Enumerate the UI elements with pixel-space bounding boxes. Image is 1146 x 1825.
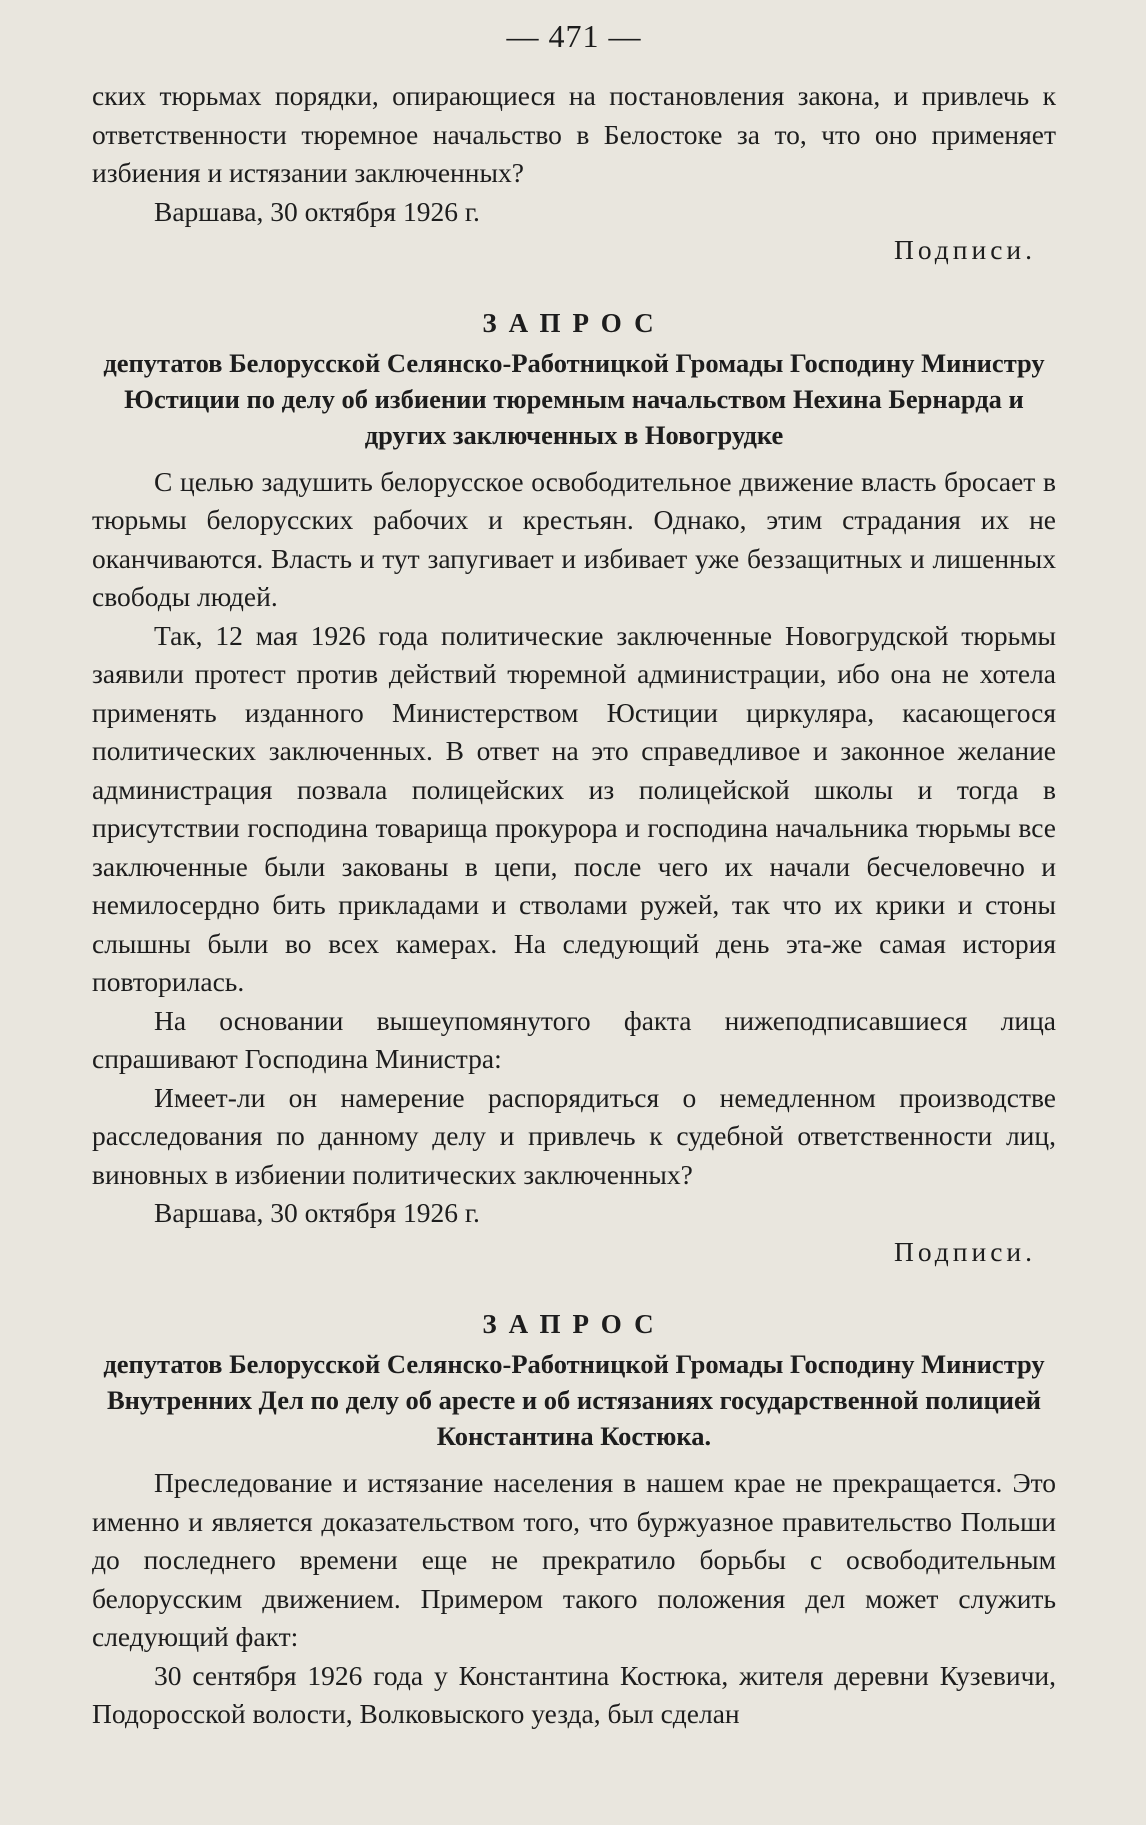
place-date: Варшава, 30 октября 1926 г. <box>154 195 480 227</box>
signatures-label: Подписи. <box>893 234 1036 265</box>
signatures-label: Подписи. <box>893 1235 1036 1267</box>
place-date: Варшава, 30 октября 1926 г. <box>154 1197 480 1228</box>
signatures-line <box>92 1233 1056 1272</box>
body-paragraph: Преследование и истязание населения в нашем крае не прекращается. Это именно и является доказательством того, что буржуазное правительство Польши до последнего времени еще не прекратило борьбы с освободительным белорусским движением. Примером такого положения дел может служить следующий факт: <box>92 1467 1056 1652</box>
signatures-line <box>92 231 1056 270</box>
body-paragraph: На основании вышеупомянутого факта нижеподписавшиеся лица спрашивают Господина Министра: <box>92 1004 1056 1074</box>
section-heading: депутатов Белорусской Селянско-Работницкой Громады Господину Министру Внутренних Дел по делу об аресте и об истязаниях государственной полицией Константина Костюка. <box>103 1349 1045 1451</box>
body-paragraph: С целью задушить белорусское освободительное движение власть бросает в тюрьмы белорусских рабочих и крестьян. Однако, этим страдания их не оканчиваются. Власть и тут запугивает и избивает уже беззащитных и лишенных свободы людей. <box>92 465 1056 612</box>
page-number: — 471 — <box>506 18 642 54</box>
section-title: ЗАПРОС <box>482 1309 666 1339</box>
continuation-paragraph: ских тюрьмах порядки, опирающиеся на постановления закона, и привлечь к ответственности тюремное начальство в Белостоке за то, что оно применяет избиения и истязании заключенных? <box>92 80 1056 188</box>
body-paragraph: Имеет-ли он намерение распорядиться о немедленном производстве расследования по данному делу и привлечь к судебной ответственности лиц, виновных в избиении политических заключенных? <box>92 1081 1056 1190</box>
section-title: ЗАПРОС <box>482 307 666 338</box>
body-paragraph: Так, 12 мая 1926 года политические заключенные Новогрудской тюрьмы заявили протест против действий тюремной администрации, ибо она не хотела применять изданного Министерством Юстиции циркуляра, касающегося политических заключенных. В ответ на это справедливое и законное желание администрация позвала полицейских из полицейской школы и тогда в присутствии господина товарища прокурора и господина начальника тюрьмы все заключенные были закованы в цепи, после чего их начали бесчеловечно и немилосердно бить прикладами и стволами ружей, так что их крики и стоны слышны были во всех камерах. На следующий день эта-же самая история повторилась. <box>92 619 1056 997</box>
section-heading: депутатов Белорусской Селянско-Работницкой Громады Господину Министру Юстиции по делу об избиении тюремным начальством Нехина Бернарда и других заключенных в Новогрудке <box>103 347 1045 450</box>
body-paragraph: 30 сентября 1926 года у Константина Костюка, жителя деревни Кузевичи, Подоросской волости, Волковыского уезда, был сделан <box>92 1659 1056 1729</box>
